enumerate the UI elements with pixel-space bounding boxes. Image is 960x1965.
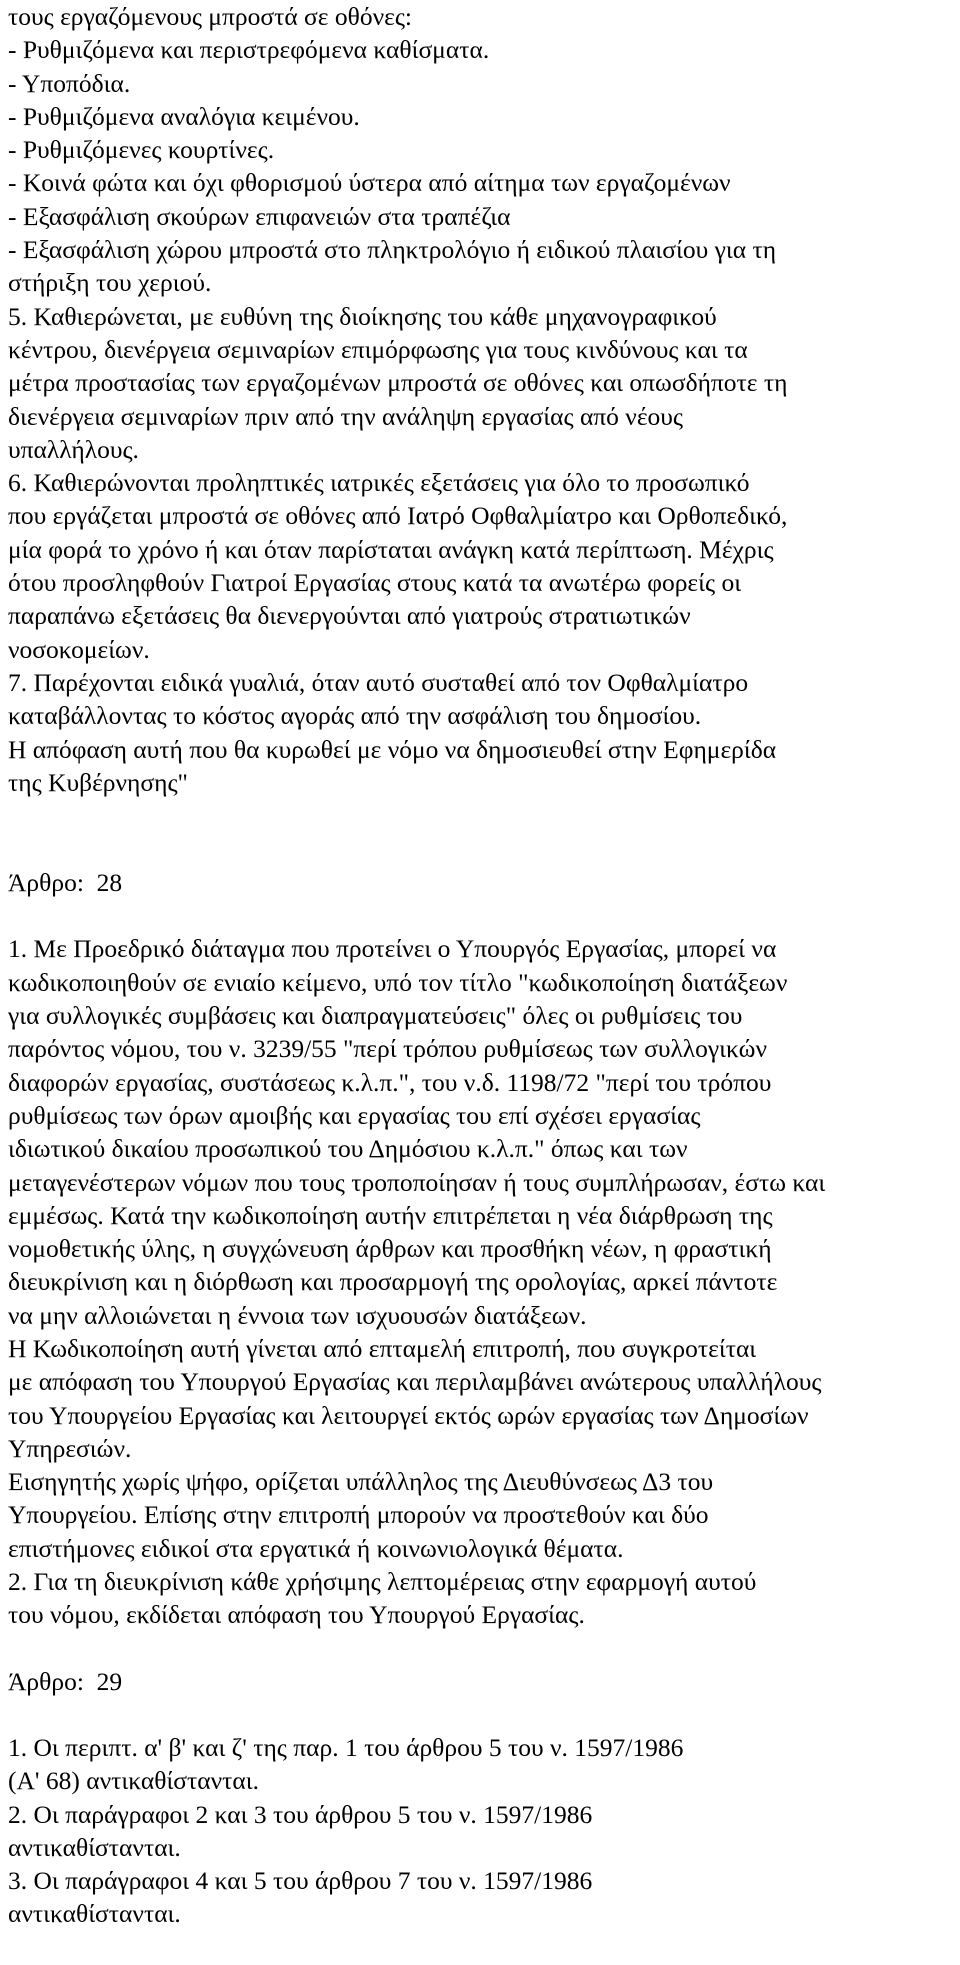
- closing-line: της Κυβέρνησης": [8, 767, 188, 797]
- article-28-line: να μην αλλοιώνεται η έννοια των ισχυουσών διατάξεων.: [8, 1300, 587, 1330]
- paragraph-6-line: παραπάνω εξετάσεις θα διενεργούνται από γιατρούς στρατιωτικών: [8, 601, 691, 631]
- list-item: - Υποπόδια.: [8, 68, 131, 98]
- article-28-line: 2. Για τη διευκρίνιση κάθε χρήσιμης λεπτομέρειας στην εφαρμογή αυτού: [8, 1567, 757, 1597]
- article-28-line: διαφορών εργασίας, συστάσεως κ.λ.π.", του ν.δ. 1198/72 "περί του τρόπου: [8, 1067, 772, 1097]
- list-item: - Εξασφάλιση χώρου μπροστά στο πληκτρολόγιο ή ειδικού πλαισίου για τη: [8, 235, 777, 265]
- article-28-line: Υπουργείου. Επίσης στην επιτροπή μπορούν να προστεθούν και δύο: [8, 1500, 709, 1530]
- article-28-line: για συλλογικές συμβάσεις και διαπραγματεύσεις" όλες οι ρυθμίσεις του: [8, 1001, 743, 1031]
- article-29-line: 1. Οι περιπτ. α' β' και ζ' της παρ. 1 του άρθρου 5 του ν. 1597/1986: [8, 1732, 684, 1762]
- paragraph-5-line: κέντρου, διενέργεια σεμιναρίων επιμόρφωσης για τους κινδύνους και τα: [8, 334, 748, 364]
- article-28-line: 1. Με Προεδρικό διάταγμα που προτείνει ο Υπουργός Εργασίας, μπορεί να: [8, 934, 777, 964]
- article-29-line: αντικαθίστανται.: [8, 1832, 181, 1862]
- list-item: - Εξασφάλιση σκούρων επιφανειών στα τραπέζια: [8, 201, 511, 231]
- list-item: - Ρυθμιζόμενες κουρτίνες.: [8, 135, 275, 165]
- paragraph-5-line: υπαλλήλους.: [8, 434, 139, 464]
- article-28-line: ιδιωτικού δικαίου προσωπικού του Δημόσιου κ.λ.π." όπως και των: [8, 1134, 688, 1164]
- spacer: [8, 1698, 958, 1731]
- spacer: [8, 799, 958, 866]
- spacer: [8, 1632, 958, 1665]
- article-28-line: διευκρίνιση και η διόρθωση και προσαρμογή της ορολογίας, αρκεί πάντοτε: [8, 1267, 778, 1297]
- continued-text-block: [8, 0, 958, 799]
- article-28-line: Υπηρεσιών.: [8, 1433, 132, 1463]
- paragraph-6-line: νοσοκομείων.: [8, 634, 150, 664]
- paragraph-5-line: διενέργεια σεμιναρίων πριν από την ανάληψη εργασίας από νέους: [8, 401, 684, 431]
- article-28-line: παρόντος νόμου, του ν. 3239/55 "περί τρόπου ρυθμίσεως των συλλογικών: [8, 1034, 767, 1064]
- paragraph-6-line: που εργάζεται μπροστά σε οθόνες από Ιατρό Οφθαλμίατρο και Ορθοπεδικό,: [8, 501, 788, 531]
- list-item: - Ρυθμιζόμενα και περιστρεφόμενα καθίσματα.: [8, 35, 490, 65]
- paragraph-7-line: καταβάλλοντας το κόστος αγοράς από την ασφάλιση του δημοσίου.: [8, 701, 702, 731]
- article-28-line: Εισηγητής χωρίς ψήφο, ορίζεται υπάλληλος της Διευθύνσεως Δ3 του: [8, 1467, 714, 1497]
- paragraph-5-line: 5. Καθιερώνεται, με ευθύνη της διοίκησης του κάθε μηχανογραφικού: [8, 301, 717, 331]
- paragraph-7-line: 7. Παρέχονται ειδικά γυαλιά, όταν αυτό συσταθεί από τον Οφθαλμίατρο: [8, 667, 749, 697]
- closing-line: Η απόφαση αυτή που θα κυρωθεί με νόμο να δημοσιευθεί στην Εφημερίδα: [8, 734, 777, 764]
- list-item: - Ρυθμιζόμενα αναλόγια κειμένου.: [8, 101, 360, 131]
- paragraph-6-line: ότου προσληφθούν Γιατροί Εργασίας στους κατά τα ανωτέρω φορείς οι: [8, 568, 742, 598]
- article-29-line: 2. Οι παράγραφοι 2 και 3 του άρθρου 5 του ν. 1597/1986: [8, 1799, 593, 1829]
- article-29-line: (Α' 68) αντικαθίστανται.: [8, 1766, 260, 1796]
- spacer: [8, 899, 958, 932]
- article-28-line: ρυθμίσεως των όρων αμοιβής και εργασίας του επί σχέσει εργασίας: [8, 1100, 701, 1130]
- paragraph-6-line: 6. Καθιερώνονται προληπτικές ιατρικές εξετάσεις για όλο το προσωπικό: [8, 468, 750, 498]
- article-28-line: επιστήμονες ειδικοί στα εργατικά ή κοινωνιολογικά θέματα.: [8, 1533, 624, 1563]
- paragraph-6-line: μία φορά το χρόνο ή και όταν παρίσταται ανάγκη κατά περίπτωση. Μέχρις: [8, 534, 774, 564]
- list-item: - Κοινά φώτα και όχι φθορισμού ύστερα από αίτημα των εργαζομένων: [8, 168, 731, 198]
- paragraph-5-line: μέτρα προστασίας των εργαζομένων μπροστά σε οθόνες και οπωσδήποτε τη: [8, 368, 788, 398]
- article-28-line: του νόμου, εκδίδεται απόφαση του Υπουργού Εργασίας.: [8, 1600, 585, 1630]
- article-28-line: του Υπουργείου Εργασίας και λειτουργεί εκτός ωρών εργασίας των Δημοσίων: [8, 1400, 809, 1430]
- text-line: στήριξη του χεριού.: [8, 268, 212, 298]
- article-29-body: [8, 1731, 958, 1931]
- article-29-line: 3. Οι παράγραφοι 4 και 5 του άρθρου 7 του ν. 1597/1986: [8, 1866, 593, 1896]
- article-28-line: νομοθετικής ύλης, η συγχώνευση άρθρων και προσθήκη νέων, η φραστική: [8, 1234, 772, 1264]
- document-page: [8, 0, 958, 1931]
- article-28-body: [8, 932, 958, 1631]
- article-28-line: Η Κωδικοποίηση αυτή γίνεται από επταμελή επιτροπή, που συγκροτείται: [8, 1333, 757, 1363]
- article-28-heading: Άρθρο: 28: [8, 868, 123, 898]
- article-28-line: κωδικοποιηθούν σε ενιαίο κείμενο, υπό τον τίτλο "κωδικοποίηση διατάξεων: [8, 967, 788, 997]
- article-28-line: εμμέσως. Κατά την κωδικοποίηση αυτήν επιτρέπεται η νέα διάρθρωση της: [8, 1200, 773, 1230]
- article-29-line: αντικαθίστανται.: [8, 1899, 181, 1929]
- article-28-line: μεταγενέστερων νόμων που τους τροποποίησαν ή τους συμπλήρωσαν, έστω και: [8, 1167, 826, 1197]
- article-29-heading: Άρθρο: 29: [8, 1666, 123, 1696]
- article-28-line: με απόφαση του Υπουργού Εργασίας και περιλαμβάνει ανώτερους υπαλλήλους: [8, 1367, 822, 1397]
- text-line: τους εργαζόμενους μπροστά σε οθόνες:: [8, 2, 413, 31]
